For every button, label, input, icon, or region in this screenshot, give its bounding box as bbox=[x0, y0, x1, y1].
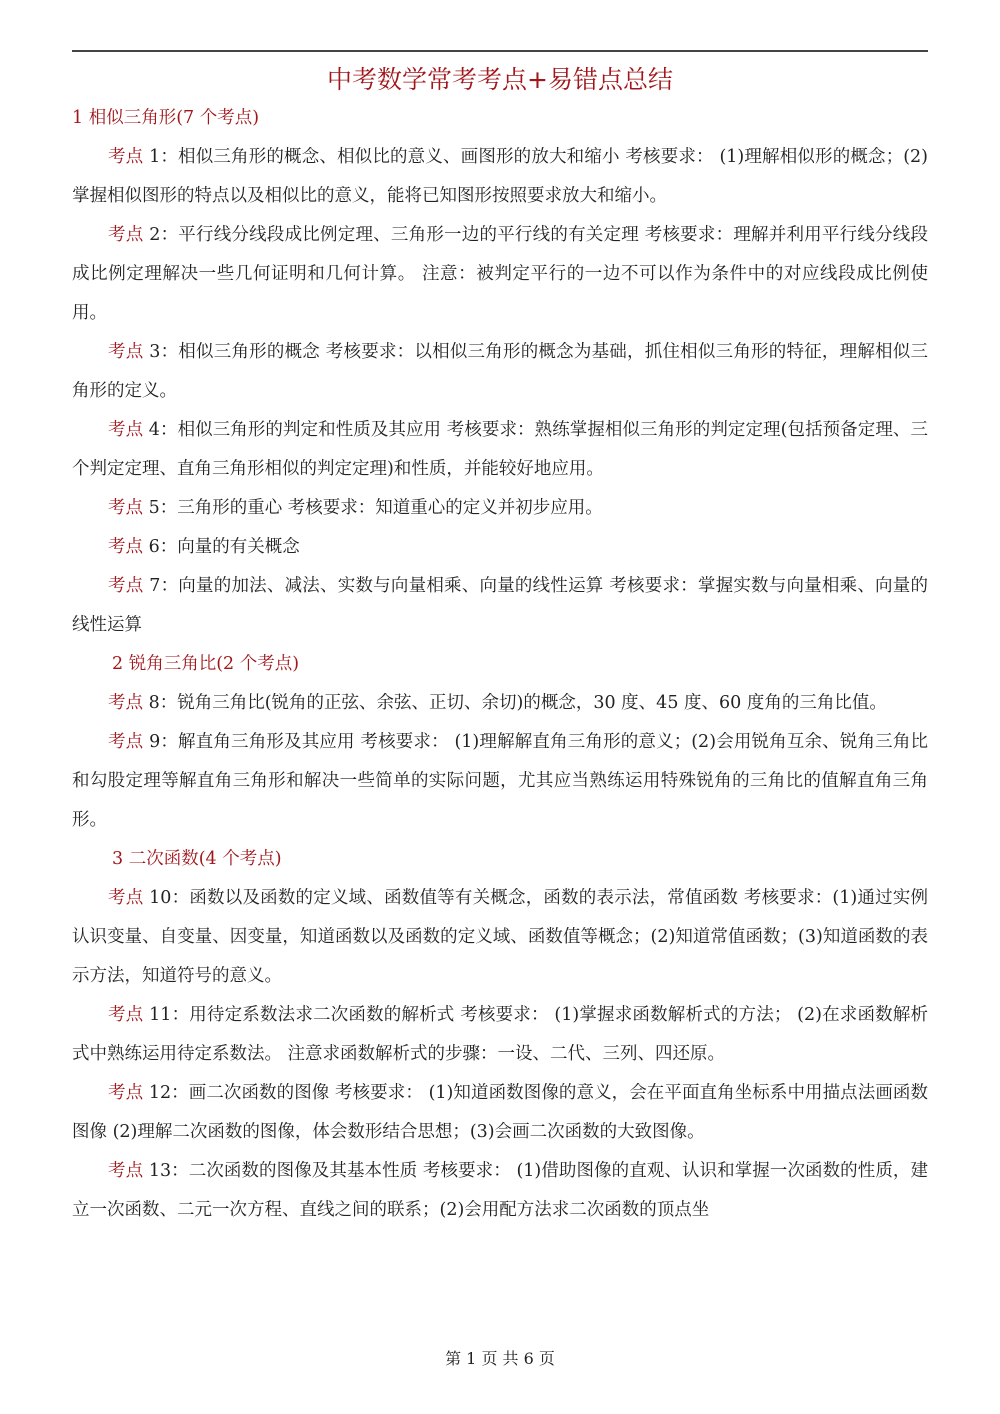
kaodian-paragraph bbox=[72, 528, 928, 567]
kaodian-text: 8：锐角三角比(锐角的正弦、余弦、正切、余切)的概念，30 度、45 度、60 度角的三角比值。 bbox=[143, 693, 887, 713]
kaodian-text: 2：平行线分线段成比例定理、三角形一边的平行线的有关定理 考核要求：理解并利用平行线分线段成比例定理解决一些几何证明和几何计算。 注意：被判定平行的一边不可以作为条件中的对应线段成比例使用。 bbox=[72, 225, 928, 323]
kaodian-text: 9：解直角三角形及其应用 考核要求： (1)理解解直角三角形的意义；(2)会用锐角互余、锐角三角比和勾股定理等解直角三角形和解决一些简单的实际问题，尤其应当熟练运用特殊锐角的三角比的值解直角三角形。 bbox=[72, 732, 929, 830]
kaodian-label: 考点 bbox=[108, 888, 144, 908]
kaodian-label: 考点 bbox=[108, 1005, 144, 1025]
kaodian-label: 考点 bbox=[108, 732, 144, 752]
kaodian-label: 考点 bbox=[108, 147, 144, 167]
kaodian-paragraph bbox=[72, 411, 928, 489]
kaodian-paragraph bbox=[72, 1074, 928, 1152]
kaodian-label: 考点 bbox=[108, 498, 143, 518]
kaodian-text: 1：相似三角形的概念、相似比的意义、画图形的放大和缩小 考核要求： (1)理解相似形的概念；(2)掌握相似图形的特点以及相似比的意义，能将已知图形按照要求放大和缩小。 bbox=[72, 147, 929, 206]
kaodian-text: 12：画二次函数的图像 考核要求： (1)知道函数图像的意义，会在平面直角坐标系中用描点法画函数图像 (2)理解二次函数的图像，体会数形结合思想；(3)会画二次函数的大致图像。 bbox=[72, 1083, 929, 1142]
page-title: 中考数学常考考点+易错点总结 bbox=[327, 65, 673, 94]
kaodian-text: 5：三角形的重心 考核要求：知道重心的定义并初步应用。 bbox=[143, 498, 603, 518]
kaodian-label: 考点 bbox=[108, 225, 144, 245]
kaodian-text: 3：相似三角形的概念 考核要求：以相似三角形的概念为基础，抓住相似三角形的特征，理解相似三角形的定义。 bbox=[72, 342, 928, 401]
kaodian-text: 10：函数以及函数的定义域、函数值等有关概念，函数的表示法，常值函数 考核要求：(1)通过实例认识变量、自变量、因变量，知道函数以及函数的定义域、函数值等概念；(2)知道常值函数；(3)知道函数的表示方法，知道符号的意义。 bbox=[72, 888, 928, 986]
document-body bbox=[72, 99, 928, 1230]
kaodian-paragraph bbox=[72, 216, 928, 333]
kaodian-label: 考点 bbox=[108, 420, 144, 440]
kaodian-paragraph bbox=[72, 684, 928, 723]
kaodian-label: 考点 bbox=[108, 1161, 144, 1181]
kaodian-label: 考点 bbox=[108, 342, 144, 362]
section-heading: 1 相似三角形(7 个考点) bbox=[72, 108, 260, 128]
kaodian-paragraph bbox=[72, 333, 928, 411]
kaodian-text: 13：二次函数的图像及其基本性质 考核要求： (1)借助图像的直观、认识和掌握一次函数的性质，建立一次函数、二元一次方程、直线之间的联系；(2)会用配方法求二次函数的顶点坐 bbox=[72, 1161, 929, 1220]
page-footer: 第 1 页 共 6 页 bbox=[445, 1349, 555, 1368]
kaodian-label: 考点 bbox=[108, 576, 144, 596]
kaodian-text: 7：向量的加法、减法、实数与向量相乘、向量的线性运算 考核要求：掌握实数与向量相乘、向量的线性运算 bbox=[72, 576, 928, 635]
kaodian-paragraph bbox=[72, 138, 928, 216]
kaodian-text: 4：相似三角形的判定和性质及其应用 考核要求：熟练掌握相似三角形的判定定理(包括预备定理、三个判定定理、直角三角形相似的判定定理)和性质，并能较好地应用。 bbox=[72, 420, 929, 479]
section-heading: 2 锐角三角比(2 个考点) bbox=[112, 654, 300, 674]
kaodian-paragraph bbox=[72, 879, 928, 996]
kaodian-label: 考点 bbox=[108, 693, 143, 713]
header-rule bbox=[72, 50, 928, 52]
kaodian-label: 考点 bbox=[108, 1083, 144, 1103]
kaodian-paragraph bbox=[72, 1152, 928, 1230]
kaodian-paragraph bbox=[72, 567, 928, 645]
kaodian-paragraph bbox=[72, 489, 928, 528]
kaodian-label: 考点 bbox=[108, 537, 143, 557]
section-heading: 3 二次函数(4 个考点) bbox=[112, 849, 282, 869]
kaodian-paragraph bbox=[72, 996, 928, 1074]
kaodian-text: 11：用待定系数法求二次函数的解析式 考核要求： (1)掌握求函数解析式的方法； (2)在求函数解析式中熟练运用待定系数法。 注意求函数解析式的步骤：一设、二代、三列、四还原。 bbox=[72, 1005, 929, 1064]
kaodian-paragraph bbox=[72, 723, 928, 840]
kaodian-text: 6：向量的有关概念 bbox=[143, 537, 300, 557]
